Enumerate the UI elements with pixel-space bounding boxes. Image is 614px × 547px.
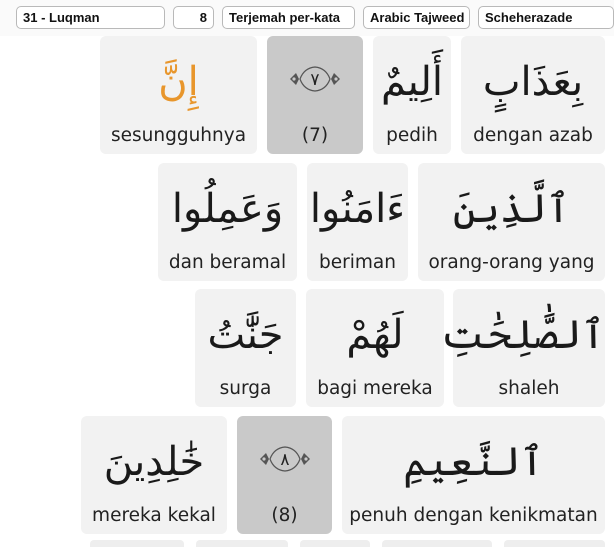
font-selector[interactable]: Scheherazade bbox=[478, 6, 614, 29]
word-card[interactable] bbox=[373, 36, 451, 154]
verse-end-marker-icon bbox=[288, 64, 342, 94]
word-card[interactable] bbox=[195, 289, 296, 407]
word-card[interactable] bbox=[418, 163, 605, 281]
toolbar bbox=[0, 0, 614, 36]
word-card[interactable] bbox=[440, 289, 605, 407]
translation-mode-selector[interactable]: Terjemah per-kata bbox=[222, 6, 355, 29]
arabic-word: ٱلَّذِينَ bbox=[452, 186, 571, 232]
script-style-selector[interactable]: Arabic Tajweed bbox=[363, 6, 470, 29]
arabic-word: ٱلنَّعِيمِ bbox=[403, 439, 544, 485]
verse-end-marker-icon bbox=[258, 444, 312, 474]
arabic-word: إِنَّ bbox=[158, 59, 199, 105]
verse-end-label: (7) bbox=[301, 125, 329, 146]
arabic-word: جَنَّٰتُ bbox=[207, 312, 284, 358]
arabic-word: ءَامَنُوا bbox=[309, 186, 406, 232]
verse-end-card[interactable] bbox=[237, 416, 332, 534]
word-translation: pedih bbox=[386, 125, 438, 146]
verse-end-label: (8) bbox=[271, 505, 298, 526]
partial-word-card[interactable] bbox=[382, 540, 492, 547]
word-card[interactable] bbox=[100, 36, 257, 154]
verse-end-card[interactable] bbox=[267, 36, 363, 154]
verse-selector[interactable]: 8 bbox=[173, 6, 214, 29]
surah-selector[interactable]: 31 - Luqman bbox=[16, 6, 165, 29]
arabic-word: خَٰلِدِينَ bbox=[103, 439, 205, 485]
word-translation: sesungguhnya bbox=[110, 125, 247, 146]
word-card[interactable] bbox=[342, 416, 605, 534]
word-translation: dan beramal bbox=[168, 252, 287, 273]
arabic-word: وَعَمِلُوا bbox=[171, 186, 284, 232]
word-card[interactable] bbox=[81, 416, 227, 534]
partial-word-card[interactable] bbox=[196, 540, 288, 547]
word-card[interactable] bbox=[158, 163, 297, 281]
word-translation: mereka kekal bbox=[92, 505, 216, 526]
word-translation: dengan azab bbox=[473, 125, 593, 146]
word-translation: surga bbox=[219, 378, 272, 399]
arabic-word: بِعَذَابٍ bbox=[482, 59, 584, 105]
word-translation: shaleh bbox=[498, 378, 560, 399]
word-card[interactable] bbox=[307, 163, 408, 281]
arabic-word: لَهُمْ bbox=[346, 312, 404, 358]
verse-number: ٧ bbox=[310, 70, 320, 90]
partial-word-card[interactable] bbox=[90, 540, 184, 547]
word-card[interactable] bbox=[461, 36, 605, 154]
word-translation: beriman bbox=[319, 252, 396, 273]
partial-word-card[interactable] bbox=[300, 540, 370, 547]
arabic-word: ٱلصَّٰلِحَٰتِ bbox=[440, 312, 605, 358]
word-translation: bagi mereka bbox=[317, 378, 433, 399]
arabic-word: أَلِيمٌ bbox=[381, 59, 443, 105]
word-translation: orang-orang yang bbox=[428, 252, 595, 273]
word-card[interactable] bbox=[306, 289, 444, 407]
word-translation: penuh dengan kenikmatan bbox=[349, 505, 598, 526]
partial-word-card[interactable] bbox=[504, 540, 605, 547]
verse-number: ٨ bbox=[279, 450, 290, 470]
